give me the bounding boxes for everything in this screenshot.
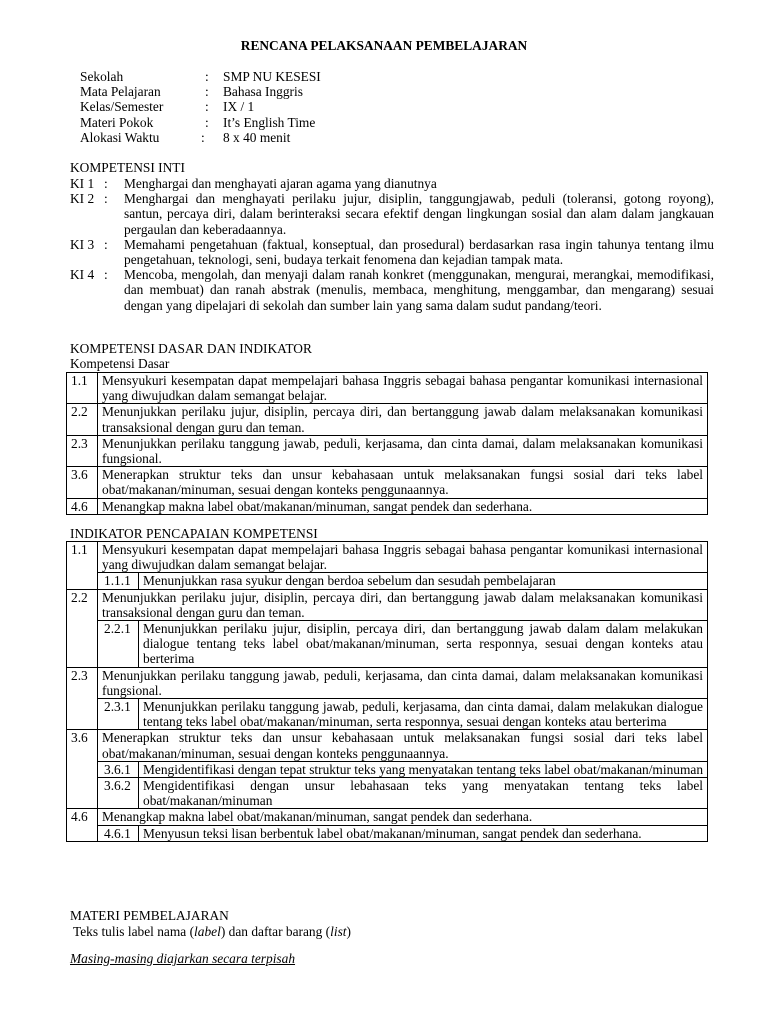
sub-indikator-number: 2.2.1 — [98, 621, 139, 668]
indikator-text: Menunjukkan perilaku jujur, disiplin, percaya diri, dan bertanggung jawab dalam melaksanakan komunikasi transaksional dengan guru dan teman. — [98, 589, 708, 620]
identity-value: SMP NU KESESI — [223, 69, 321, 84]
materi-line-list: list — [330, 924, 347, 939]
indikator-text: Menunjukkan perilaku tanggung jawab, peduli, kerjasama, dan cinta damai, dalam melaksanakan komunikasi fungsional. — [98, 667, 708, 698]
table-row — [67, 825, 708, 841]
kd-number: 1.1 — [67, 373, 98, 404]
kd-text: Menunjukkan perilaku jujur, disiplin, percaya diri, dan bertanggung jawab dalam melaksanakan komunikasi transaksional dengan guru dan teman. — [98, 404, 708, 435]
table-row — [67, 404, 708, 435]
table-row — [67, 542, 708, 573]
ki-label: KI 2 — [70, 191, 95, 207]
ki-item — [70, 191, 714, 237]
ki-item — [70, 267, 714, 313]
ki-colon: : — [104, 236, 108, 252]
ki-item — [70, 176, 714, 191]
materi-line — [73, 924, 351, 939]
identity-colon: : — [205, 84, 209, 100]
table-row — [67, 699, 708, 730]
materi-line-label: label — [194, 924, 221, 939]
identity-value: 8 x 40 menit — [223, 129, 291, 145]
identity-value: IX / 1 — [223, 99, 255, 115]
table-row — [67, 467, 708, 498]
table-row — [67, 435, 708, 466]
table-row — [67, 373, 708, 404]
table-row — [67, 761, 708, 777]
kompetensi-dasar-subheading: Kompetensi Dasar — [70, 356, 170, 371]
ki-text: Mencoba, mengolah, dan menyaji dalam ranah konkret (menggunakan, mengurai, merangkai, memodifikasi, dan membuat) dan ranah abstrak (menulis, membaca, menghitung, menggambar, dan mengarang) sesuai dengan yang dipelajari di sekolah dan sumber lain yang sama dalam sudut pandang/teori. — [124, 267, 714, 313]
sub-indikator-text: Menunjukkan perilaku tanggung jawab, peduli, kerjasama, dan cinta damai, dalam melakukan dialogue tentang teks label obat/makanan/minuman, serta responnya, sesuai dengan konteks atau berterima — [139, 699, 708, 730]
table-row — [67, 778, 708, 809]
indikator-number: 2.2 — [67, 589, 98, 667]
materi-note: Masing-masing diajarkan secara terpisah — [70, 951, 296, 966]
identity-colon: : — [205, 114, 209, 130]
identity-label: Alokasi Waktu — [80, 129, 160, 145]
materi-line-prefix: Teks tulis label nama ( — [73, 924, 195, 939]
sub-indikator-number: 4.6.1 — [98, 825, 139, 841]
kompetensi-dasar-heading: KOMPETENSI DASAR DAN INDIKATOR — [70, 341, 312, 356]
identity-label: Materi Pokok — [80, 114, 154, 130]
table-row — [67, 809, 708, 825]
sub-indikator-text: Mengidentifikasi dengan tepat struktur teks yang menyatakan tentang teks label obat/makanan/minuman — [139, 761, 708, 777]
ki-label: KI 1 — [70, 176, 95, 191]
identity-colon: : — [205, 99, 209, 115]
table-row — [67, 498, 708, 514]
sub-indikator-number: 3.6.2 — [98, 778, 139, 809]
kd-text: Menerapkan struktur teks dan unsur kebahasaan untuk melaksanakan fungsi sosial dari teks label obat/makanan/minuman, sesuai dengan konteks penggunaannya. — [98, 467, 708, 498]
indikator-text: Mensyukuri kesempatan dapat mempelajari bahasa Inggris sebagai bahasa pengantar komunikasi internasional yang diwujudkan dalam semangat belajar. — [98, 542, 708, 573]
ki-text: Menghargai dan menghayati perilaku jujur, disiplin, tanggungjawab, peduli (toleransi, gotong royong), santun, percaya diri, dalam berinteraksi secara efektif dengan lingkungan sosial dan alam dalam jangkauan pergaulan dan keberadaannya. — [124, 191, 714, 237]
table-row — [67, 573, 708, 589]
identity-label: Kelas/Semester — [80, 99, 164, 115]
identity-colon: : — [205, 69, 209, 84]
sub-indikator-text: Mengidentifikasi dengan unsur lebahasaan teks yang menyatakan tentang teks label obat/makanan/minuman — [139, 778, 708, 809]
sub-indikator-text: Menunjukkan perilaku jujur, disiplin, percaya diri, dan bertanggung jawab dalam dalam melakukan dialogue tentang teks label obat/makanan/minuman, serta responnya, sesuai dengan konteks atau berterima — [139, 621, 708, 668]
ki-label: KI 4 — [70, 267, 95, 283]
table-row — [67, 621, 708, 668]
materi-line-middle: ) dan daftar barang ( — [220, 924, 331, 939]
kd-number: 3.6 — [67, 467, 98, 498]
kompetensi-dasar-table — [66, 372, 708, 515]
identity-label: Mata Pelajaran — [80, 84, 161, 100]
identity-value: Bahasa Inggris — [223, 84, 303, 100]
kd-text: Menunjukkan perilaku tanggung jawab, peduli, kerjasama, dan cinta damai, dalam melaksanakan komunikasi fungsional. — [98, 435, 708, 466]
indikator-number: 3.6 — [67, 730, 98, 809]
identity-colon: : — [201, 129, 205, 145]
indikator-number: 4.6 — [67, 809, 98, 841]
indikator-text: Menangkap makna label obat/makanan/minuman, sangat pendek dan sederhana. — [98, 809, 708, 825]
kd-number: 2.2 — [67, 404, 98, 435]
ki-colon: : — [104, 267, 108, 283]
ki-colon: : — [104, 176, 108, 191]
identity-label: Sekolah — [80, 69, 124, 84]
sub-indikator-number: 2.3.1 — [98, 699, 139, 730]
materi-line-suffix: ) — [346, 924, 351, 939]
document-title: RENCANA PELAKSANAAN PEMBELAJARAN — [240, 38, 528, 53]
indikator-heading: INDIKATOR PENCAPAIAN KOMPETENSI — [70, 526, 318, 541]
kd-text: Menangkap makna label obat/makanan/minuman, sangat pendek dan sederhana. — [98, 498, 708, 514]
ki-text: Menghargai dan menghayati ajaran agama yang dianutnya — [124, 176, 437, 191]
ki-label: KI 3 — [70, 236, 95, 252]
indikator-table — [66, 541, 708, 842]
sub-indikator-text: Menyusun teksi lisan berbentuk label obat/makanan/minuman, sangat pendek dan sederhana. — [139, 825, 708, 841]
sub-indikator-number: 1.1.1 — [98, 573, 139, 589]
indikator-number: 2.3 — [67, 667, 98, 730]
kd-number: 2.3 — [67, 435, 98, 466]
sub-indikator-number: 3.6.1 — [98, 761, 139, 777]
table-row — [67, 730, 708, 761]
table-row — [67, 667, 708, 698]
indikator-number: 1.1 — [67, 542, 98, 590]
table-row — [67, 589, 708, 620]
indikator-text: Menerapkan struktur teks dan unsur kebahasaan untuk melaksanakan fungsi sosial dari teks label obat/makanan/minuman, sesuai dengan konteks penggunaannya. — [98, 730, 708, 761]
kompetensi-inti-list — [70, 176, 714, 313]
ki-colon: : — [104, 191, 108, 207]
identity-value: It’s English Time — [223, 114, 316, 130]
sub-indikator-text: Menunjukkan rasa syukur dengan berdoa sebelum dan sesudah pembelajaran — [139, 573, 708, 589]
ki-item — [70, 237, 714, 267]
kd-number: 4.6 — [67, 498, 98, 514]
kd-text: Mensyukuri kesempatan dapat mempelajari bahasa Inggris sebagai bahasa pengantar komunikasi internasional yang diwujudkan dalam semangat belajar. — [98, 373, 708, 404]
kompetensi-inti-heading: KOMPETENSI INTI — [70, 160, 185, 175]
ki-text: Memahami pengetahuan (faktual, konseptual, dan prosedural) berdasarkan rasa ingin tahunya tentang ilmu pengetahuan, teknologi, seni, budaya terkait fenomena dan kejadian tampak mata. — [124, 236, 714, 268]
materi-heading: MATERI PEMBELAJARAN — [70, 908, 229, 923]
